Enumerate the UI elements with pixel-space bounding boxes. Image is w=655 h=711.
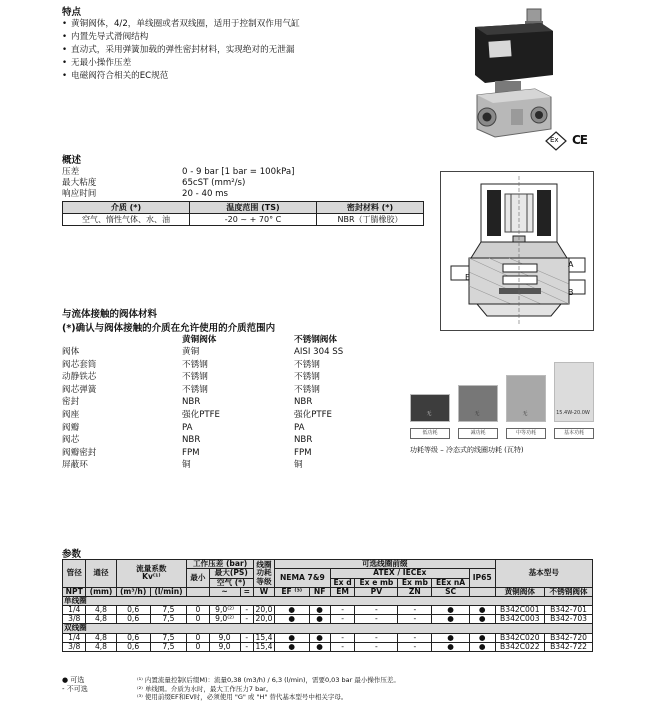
material-row (62, 422, 343, 435)
params-cell: ● (274, 633, 309, 642)
material-ss: AISI 304 SS (294, 347, 344, 357)
orifice-header: 通径 (86, 560, 116, 588)
material-ss: NBR (294, 397, 313, 408)
material-brass: 黄铜 (182, 347, 200, 357)
params-cell: ● (309, 642, 330, 651)
params-cell: 7,5 (150, 633, 186, 642)
params-cell: 4,8 (86, 642, 116, 651)
params-cell: ● (432, 606, 470, 615)
params-cell: 0 (187, 615, 209, 624)
material-ss: 强化PTFE (294, 409, 332, 420)
params-row (63, 615, 593, 624)
material-part: 阀座 (62, 409, 80, 420)
material-ss: NBR (294, 435, 313, 446)
material-brass: 不锈钢 (182, 372, 208, 383)
materials-heading: 与流体接触的阀体材料 (62, 309, 158, 320)
params-row (63, 633, 593, 642)
exemb-header: Ex e mb (355, 578, 398, 587)
feature-item: • 直动式，采用弹簧加载的弹性密封材料，实现绝对的无泄漏 (62, 44, 300, 57)
material-row (62, 434, 343, 447)
params-cell: ● (309, 633, 330, 642)
basic-type-header: 基本型号 (495, 560, 593, 588)
params-cell: 7,5 (150, 615, 186, 624)
exd-header: Ex d (330, 578, 355, 587)
overview-row: 压差 0 - 9 bar [1 bar = 100kPa] (62, 167, 295, 177)
material-part: 密封 (62, 397, 80, 408)
params-cell: ● (469, 615, 495, 624)
params-cell: 4,8 (86, 633, 116, 642)
pressure-header: 工作压差 (bar) (187, 560, 254, 569)
power-level-label: 中等功耗 (506, 428, 546, 439)
params-cell: - (355, 606, 398, 615)
params-cell: B342C020 (495, 633, 545, 642)
cross-section-diagram (440, 171, 594, 331)
features-heading: 特点 (62, 7, 82, 18)
material-brass: NBR (182, 397, 201, 408)
params-cell: 7,5 (150, 642, 186, 651)
feature-item: • 黄铜阀体，4/2，单线圈或者双线圈，适用于控制双作用气缸 (62, 18, 300, 31)
material-part: 阀芯套筒 (62, 359, 97, 370)
air-header: 空气 (*) (209, 578, 253, 587)
brass-column-header: 黄铜阀体 (182, 335, 217, 345)
power-chart-caption: 功耗等级 – 冷态式的线圈功耗 (瓦特) (410, 446, 524, 454)
legend-optional: ● 可选 (62, 676, 85, 684)
params-cell: ● (309, 615, 330, 624)
overview-row: 响应时间 20 - 40 ms (62, 189, 229, 199)
port-size-header: 管径 (63, 560, 86, 588)
params-cell: 0 (187, 633, 209, 642)
params-cell: B342-722 (545, 642, 593, 651)
ce-mark: CE (572, 133, 588, 147)
ip65-header: IP65 (469, 569, 495, 588)
params-cell: - (330, 642, 355, 651)
params-cell: 4,8 (86, 615, 116, 624)
min-header: 最小 (187, 569, 209, 588)
valve-product-photo (455, 5, 575, 145)
material-brass: 强化PTFE (182, 409, 220, 420)
params-cell: 20,0 (253, 606, 274, 615)
params-cell: 9,0⁽²⁾ (209, 615, 240, 624)
params-cell: - (240, 606, 253, 615)
material-row (62, 459, 343, 472)
double-coil-subheader: 双线圈 (63, 624, 593, 633)
params-cell: ● (469, 642, 495, 651)
params-cell: B342-720 (545, 633, 593, 642)
params-cell: 3/8 (63, 615, 86, 624)
material-brass: NBR (182, 435, 201, 446)
material-part: 阀体 (62, 347, 80, 357)
params-cell: ● (274, 642, 309, 651)
material-part: 阀芯弹簧 (62, 384, 97, 395)
footnote: ⁽²⁾ 单线圈。介质为水时，最大工作压力7 bar。 (137, 684, 273, 693)
params-cell: 7,5 (150, 606, 186, 615)
footnote: ⁽³⁾ 使用前缀EF和EV时，必须使用 "G" 或 "H" 替代基本型号中相关字母。 (137, 693, 348, 701)
exmb-header: Ex mb (398, 578, 432, 587)
material-part: 阀瓣 (62, 422, 80, 433)
power-level-value: 无 (522, 411, 528, 417)
materials-table (62, 334, 343, 472)
params-cell: ● (274, 615, 309, 624)
overview-table (58, 167, 298, 200)
material-ss: 铜 (294, 460, 303, 471)
params-cell: - (240, 615, 253, 624)
material-row (62, 371, 343, 384)
feature-item: • 内置先导式滑阀结构 (62, 31, 300, 44)
power-level-label: 低功耗 (410, 428, 450, 439)
params-cell: 4,8 (86, 606, 116, 615)
params-cell: 0,6 (116, 606, 150, 615)
params-row (63, 642, 593, 651)
overview-row: 最大粘度 65cST (mm²/s) (62, 178, 246, 188)
params-cell: - (240, 633, 253, 642)
params-cell: B342C001 (495, 606, 545, 615)
material-ss: PA (294, 422, 305, 433)
material-ss: 不锈钢 (294, 384, 320, 395)
params-cell: - (398, 642, 432, 651)
material-row (62, 396, 343, 409)
params-cell: - (398, 615, 432, 624)
material-brass: PA (182, 422, 193, 433)
power-level-chart (408, 358, 598, 438)
materials-section (62, 306, 343, 472)
atex-header: ATEX / IECEx (330, 569, 469, 578)
port-label-e: E (465, 273, 471, 282)
params-cell: - (330, 633, 355, 642)
nema-header: NEMA 7&9 (274, 569, 330, 588)
material-part: 阀芯 (62, 435, 80, 446)
power-level-value: 15.4W-20.0W (556, 410, 590, 416)
material-ss: 不锈钢 (294, 372, 320, 383)
material-part: 屏蔽环 (62, 460, 88, 471)
params-cell: - (355, 615, 398, 624)
params-cell: - (355, 633, 398, 642)
power-level-label: 基本功耗 (554, 428, 594, 439)
params-cell: 0,6 (116, 642, 150, 651)
params-cell: 1/4 (63, 633, 86, 642)
material-brass: 铜 (182, 460, 191, 471)
params-cell: 3/8 (63, 642, 86, 651)
port-label-b: B (568, 288, 574, 297)
power-level-value: 无 (426, 411, 432, 417)
material-brass: 不锈钢 (182, 359, 208, 370)
coil-prefix-header: 可选线圈前缀 (274, 560, 495, 569)
material-row (62, 384, 343, 397)
material-row (62, 447, 343, 460)
power-level-value: 无 (474, 411, 480, 417)
params-cell: ● (469, 606, 495, 615)
material-part: 阀瓣密封 (62, 447, 97, 458)
params-cell: 15,4 (253, 642, 274, 651)
kv-header: 流量系数 Kv⁽¹⁾ (116, 560, 187, 588)
feature-item: • 无最小操作压差 (62, 57, 300, 70)
params-cell: ● (274, 606, 309, 615)
port-label-a: A (568, 260, 574, 269)
temperature-header: 温度范围 (TS) (190, 202, 317, 214)
params-cell: B342-703 (545, 615, 593, 624)
params-cell: 9,0⁽²⁾ (209, 606, 240, 615)
params-cell: - (240, 642, 253, 651)
params-table: 管径 通径 流量系数 Kv⁽¹⁾ 工作压差 (bar) 线圈功耗等级 可选线圈前缀 基本型号 最小 最大(PS) NEMA 7&9 ATEX / IECEx IP65 空气 (*) Ex d Ex e mb Ex mb EEx nA NPT (mm) (m³/h) (l/min) ~ = W EF ⁽³⁾ NF EM PV ZN SC 黄铜阀体 不锈钢阀体 单线圈 1/4 4,8 0,6 7,5 0 9,0⁽²⁾ - 20,0 ● ● - - - ● ● B342C001 B342-701 3/8 4,8 0,6 7,5 0 9,0⁽²⁾ - 20,0 ● ● - - - ● ● B342C003 B342-703 双线圈 1/4 4,8 0,6 7,5 0 9,0 - 15,4 ● ● - - - ● ● B342C020 B342-720 3/8 4,8 0,6 7,5 0 9,0 - 15,4 ● ● - - - ● ● B342C022 B342-722 (62, 559, 593, 652)
params-cell: 20,0 (253, 615, 274, 624)
single-coil-subheader: 单线圈 (63, 597, 593, 606)
params-cell: 0 (187, 642, 209, 651)
params-cell: B342C003 (495, 615, 545, 624)
params-cell: 9,0 (209, 633, 240, 642)
params-cell: B342-701 (545, 606, 593, 615)
ss-column-header: 不锈钢阀体 (294, 335, 337, 345)
material-row (62, 409, 343, 422)
exena-header: EEx nA (432, 578, 470, 587)
max-header: 最大(PS) (209, 569, 253, 578)
overview-heading: 概述 (62, 155, 82, 166)
params-cell: 0,6 (116, 633, 150, 642)
coil-power-header: 线圈功耗等级 (253, 560, 274, 588)
media-row: 空气、惰性气体、水、油 -20 ~ + 70° C NBR（丁腈橡胶） (63, 214, 424, 226)
materials-note: (*)确认与阀体接触的介质在允许使用的介质范围内 (62, 323, 276, 334)
params-cell: - (398, 633, 432, 642)
material-row (62, 346, 343, 359)
params-heading: 参数 (62, 549, 82, 560)
footnote: ⁽¹⁾ 内置流量控制(后缀M)：流量0,38 (m3/h) / 6,3 (l/min)，需要0,03 bar 最小操作压差。 (137, 676, 400, 684)
params-cell: ● (432, 642, 470, 651)
params-cell: ● (309, 606, 330, 615)
seal-header: 密封材料 (*) (317, 202, 424, 214)
overview-section (62, 152, 424, 226)
params-cell: 0 (187, 606, 209, 615)
footnotes (137, 676, 400, 702)
power-level-bar (410, 394, 450, 422)
params-cell: 0,6 (116, 615, 150, 624)
params-cell: - (330, 615, 355, 624)
valve-section-drawing (441, 172, 593, 330)
params-cell: - (398, 606, 432, 615)
material-brass: FPM (182, 447, 200, 458)
feature-item: • 电磁阀符合相关的EC规范 (62, 70, 300, 83)
params-cell: ● (469, 633, 495, 642)
atex-badge-icon: Ex (545, 131, 567, 151)
params-cell: ● (432, 633, 470, 642)
params-cell: B342C022 (495, 642, 545, 651)
params-cell: - (330, 606, 355, 615)
features-list (62, 18, 300, 83)
material-ss: 不锈钢 (294, 359, 320, 370)
material-brass: 不锈钢 (182, 384, 208, 395)
legend-not-available: - 不可选 (62, 685, 88, 693)
features-section (62, 4, 300, 83)
params-cell: - (355, 642, 398, 651)
media-table (62, 201, 424, 226)
material-part: 动静铁芯 (62, 372, 97, 383)
power-level-label: 减功耗 (458, 428, 498, 439)
legend (62, 676, 88, 694)
params-cell: 9,0 (209, 642, 240, 651)
media-header: 介质 (*) (63, 202, 190, 214)
params-cell: ● (432, 615, 470, 624)
params-cell: 1/4 (63, 606, 86, 615)
material-row (62, 359, 343, 372)
params-cell: 15,4 (253, 633, 274, 642)
material-ss: FPM (294, 447, 312, 458)
